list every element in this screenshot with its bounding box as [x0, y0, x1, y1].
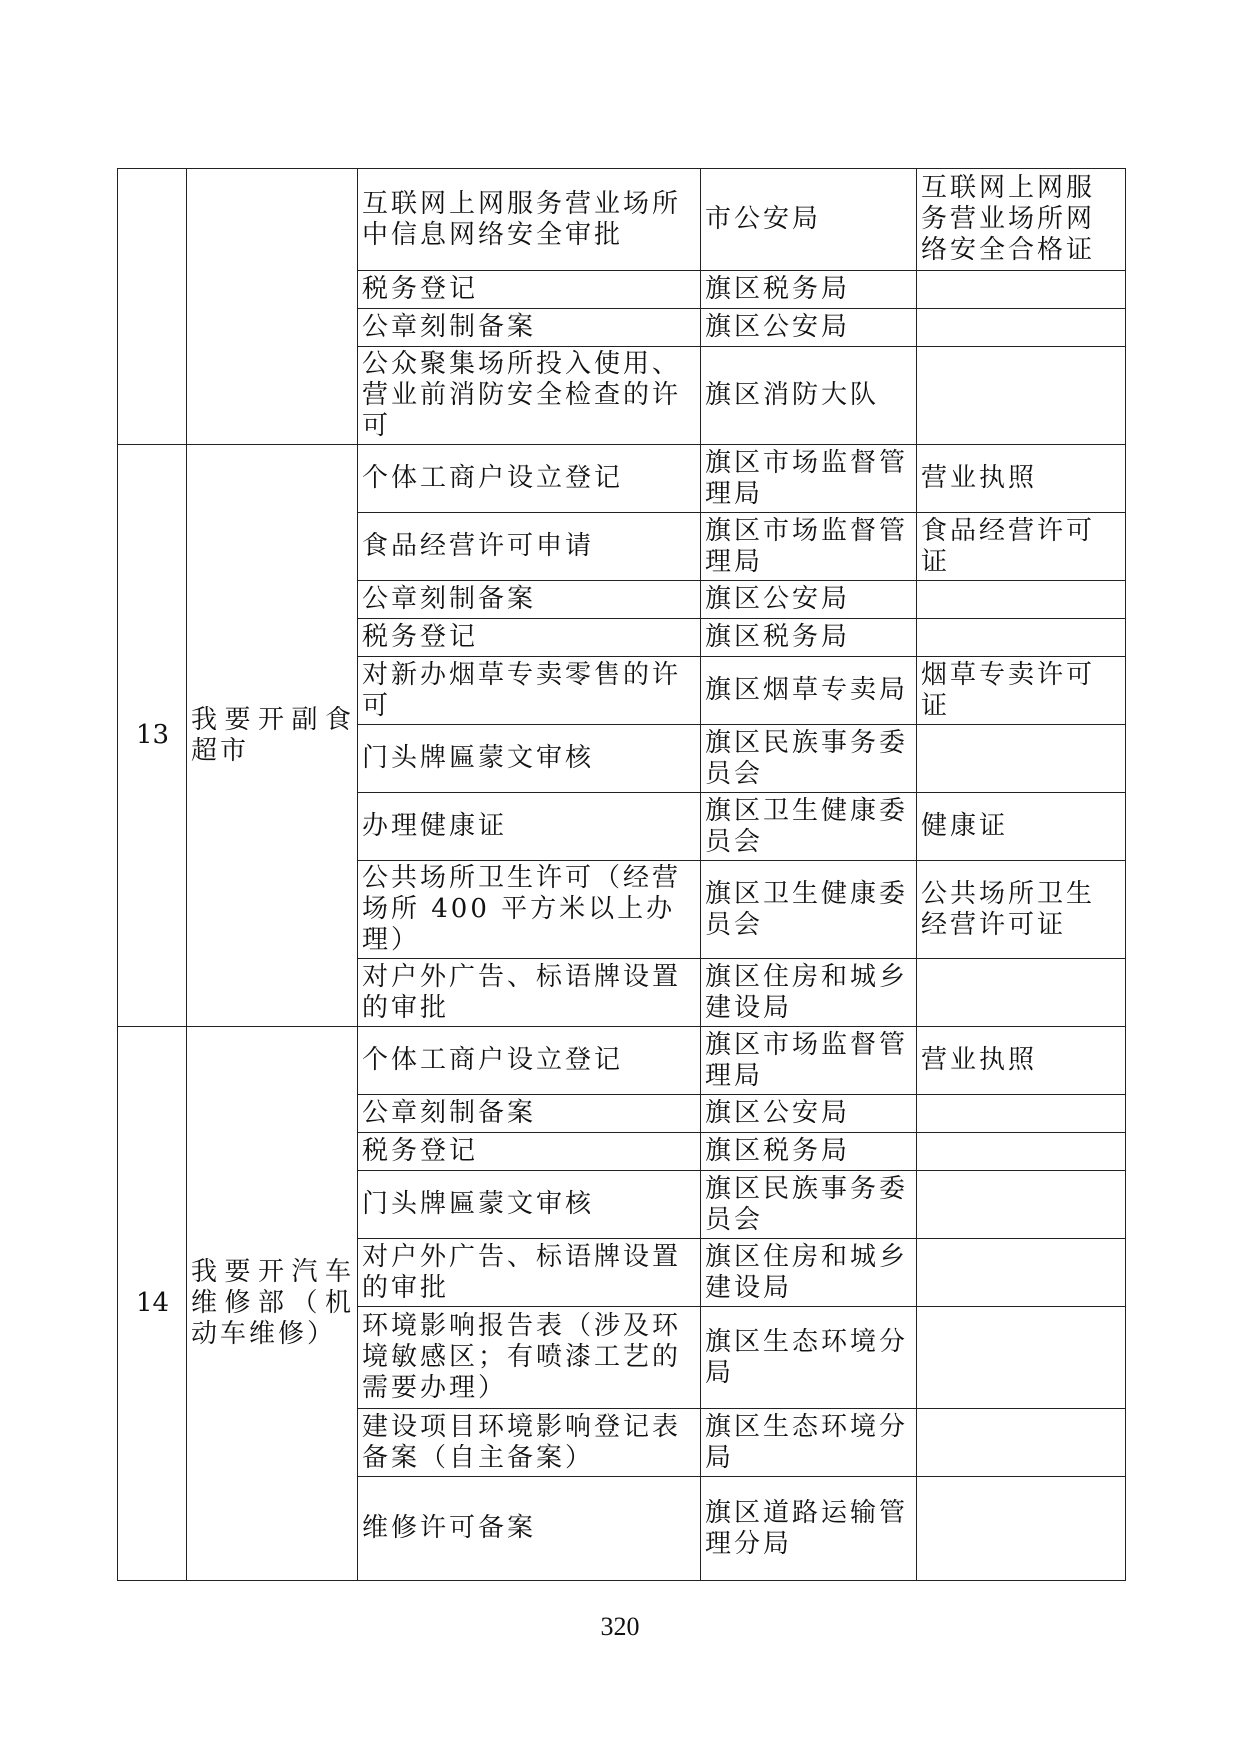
dept-cell: 旗区公安局: [701, 1095, 917, 1133]
item-cell: 公章刻制备案: [358, 1095, 701, 1133]
dept-cell: 旗区生态环境分局: [701, 1409, 917, 1477]
table-body: [118, 169, 1126, 1581]
dept-cell: 旗区卫生健康委员会: [701, 861, 917, 959]
item-cell: 对户外广告、标语牌设置的审批: [358, 959, 701, 1027]
cert-cell: 健康证: [917, 793, 1126, 861]
dept-cell: 旗区民族事务委员会: [701, 1171, 917, 1239]
dept-cell: 旗区烟草专卖局: [701, 657, 917, 725]
cert-cell: [917, 309, 1126, 347]
category-cell: 我要开副食超市: [187, 445, 358, 1027]
dept-cell: 旗区民族事务委员会: [701, 725, 917, 793]
item-cell: 公章刻制备案: [358, 309, 701, 347]
cert-cell: [917, 725, 1126, 793]
table-row: [118, 169, 1126, 271]
item-cell: 个体工商户设立登记: [358, 1027, 701, 1095]
cert-cell: [917, 1477, 1126, 1581]
item-cell: 税务登记: [358, 1133, 701, 1171]
cert-cell: 烟草专卖许可证: [917, 657, 1126, 725]
dept-cell: 旗区道路运输管理分局: [701, 1477, 917, 1581]
item-cell: 个体工商户设立登记: [358, 445, 701, 513]
cert-cell: [917, 959, 1126, 1027]
table-row: [118, 1027, 1126, 1095]
item-cell: 公章刻制备案: [358, 581, 701, 619]
table-row: [118, 445, 1126, 513]
dept-cell: 旗区市场监督管理局: [701, 513, 917, 581]
cert-cell: [917, 271, 1126, 309]
dept-cell: 旗区消防大队: [701, 347, 917, 445]
page-number: 320: [600, 1612, 640, 1641]
row-number: [118, 169, 187, 445]
item-cell: 维修许可备案: [358, 1477, 701, 1581]
item-cell: 互联网上网服务营业场所中信息网络安全审批: [358, 169, 701, 271]
item-cell: 税务登记: [358, 619, 701, 657]
category-cell: 我要开汽车维修部（机动车维修）: [187, 1027, 358, 1581]
cert-cell: [917, 1239, 1126, 1307]
category-cell: [187, 169, 358, 445]
item-cell: 对户外广告、标语牌设置的审批: [358, 1239, 701, 1307]
dept-cell: 旗区卫生健康委员会: [701, 793, 917, 861]
cert-cell: 营业执照: [917, 445, 1126, 513]
dept-cell: 旗区税务局: [701, 1133, 917, 1171]
cert-cell: [917, 347, 1126, 445]
row-number: 14: [118, 1027, 187, 1581]
cert-cell: [917, 1133, 1126, 1171]
dept-cell: 旗区税务局: [701, 271, 917, 309]
dept-cell: 旗区住房和城乡建设局: [701, 1239, 917, 1307]
row-number: 13: [118, 445, 187, 1027]
dept-cell: 市公安局: [701, 169, 917, 271]
item-cell: 门头牌匾蒙文审核: [358, 1171, 701, 1239]
item-cell: 食品经营许可申请: [358, 513, 701, 581]
cert-cell: [917, 1409, 1126, 1477]
item-cell: 公众聚集场所投入使用、营业前消防安全检查的许可: [358, 347, 701, 445]
cert-cell: [917, 1307, 1126, 1409]
item-cell: 公共场所卫生许可（经营场所 400 平方米以上办理）: [358, 861, 701, 959]
dept-cell: 旗区住房和城乡建设局: [701, 959, 917, 1027]
item-cell: 建设项目环境影响登记表备案（自主备案）: [358, 1409, 701, 1477]
dept-cell: 旗区税务局: [701, 619, 917, 657]
item-cell: 环境影响报告表（涉及环境敏感区；有喷漆工艺的需要办理）: [358, 1307, 701, 1409]
cert-cell: [917, 1171, 1126, 1239]
cert-cell: [917, 1095, 1126, 1133]
dept-cell: 旗区市场监督管理局: [701, 445, 917, 513]
cert-cell: 互联网上网服务营业场所网络安全合格证: [917, 169, 1126, 271]
item-cell: 门头牌匾蒙文审核: [358, 725, 701, 793]
dept-cell: 旗区公安局: [701, 309, 917, 347]
dept-cell: 旗区生态环境分局: [701, 1307, 917, 1409]
item-cell: 办理健康证: [358, 793, 701, 861]
dept-cell: 旗区市场监督管理局: [701, 1027, 917, 1095]
item-cell: 税务登记: [358, 271, 701, 309]
cert-cell: [917, 619, 1126, 657]
cert-cell: [917, 581, 1126, 619]
cert-cell: 公共场所卫生经营许可证: [917, 861, 1126, 959]
cert-cell: 营业执照: [917, 1027, 1126, 1095]
item-cell: 对新办烟草专卖零售的许可: [358, 657, 701, 725]
dept-cell: 旗区公安局: [701, 581, 917, 619]
cert-cell: 食品经营许可证: [917, 513, 1126, 581]
service-items-table: [117, 168, 1126, 1581]
